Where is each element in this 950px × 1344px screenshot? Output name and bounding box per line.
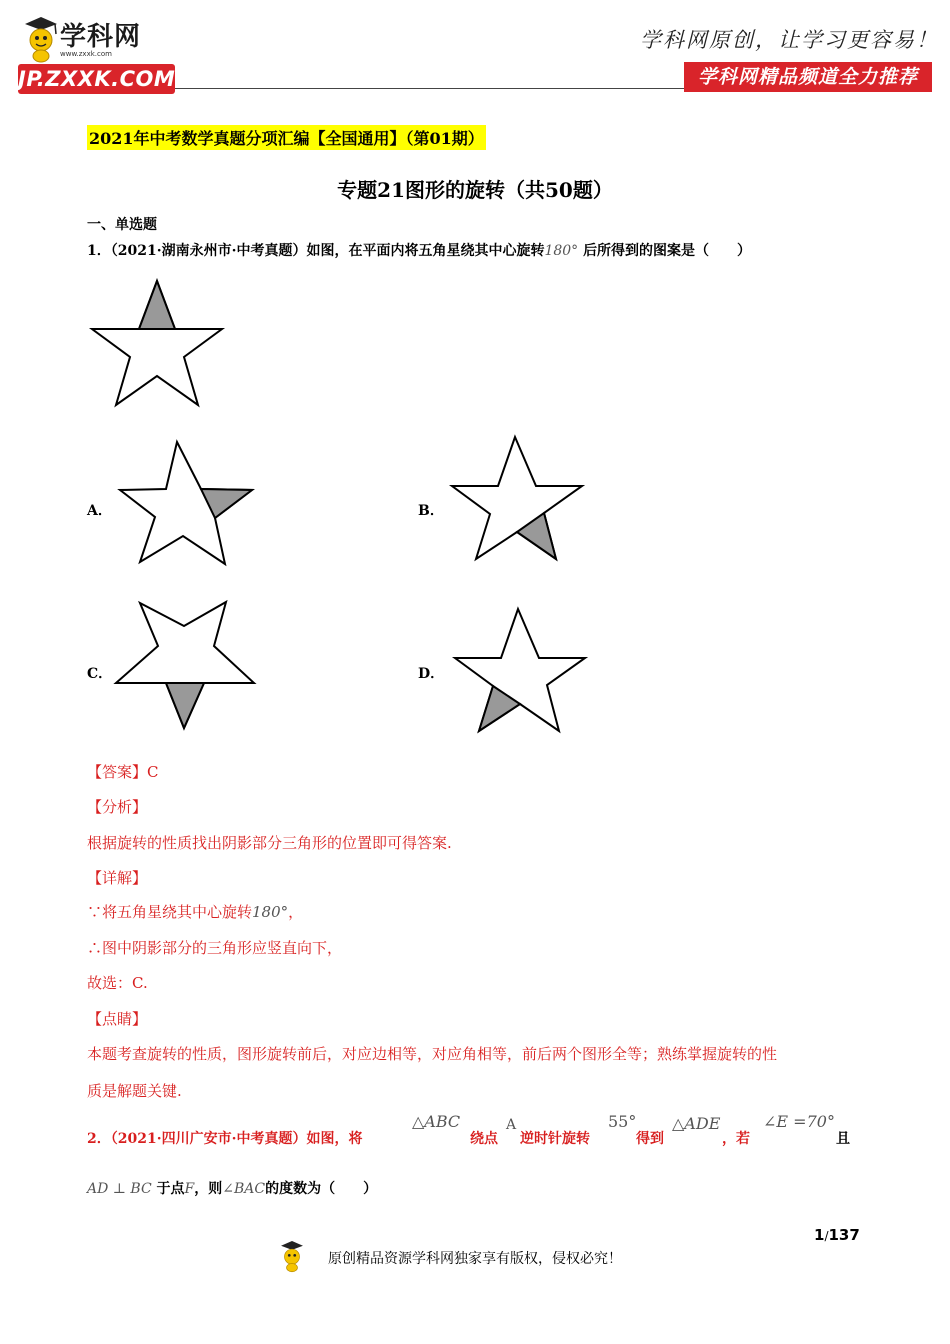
option-b-figure[interactable] bbox=[445, 432, 590, 567]
detail-label: 【详解】 bbox=[87, 869, 148, 887]
logo-domain-badge bbox=[18, 64, 175, 94]
section-heading: 一、单选题 bbox=[87, 217, 157, 233]
question-2-angle-bac: ∠BAC bbox=[222, 1181, 266, 1197]
logo-url: www.zxxk.com bbox=[60, 50, 112, 58]
option-a-figure[interactable] bbox=[115, 438, 260, 573]
question-2-comma: ，若 bbox=[722, 1131, 750, 1147]
question-2-if bbox=[722, 1128, 750, 1148]
topic-title: 专题21图形的旋转（共50题） bbox=[337, 178, 613, 202]
page-total: 137 bbox=[828, 1226, 860, 1244]
question-2-prefix: 2．（2021·四川广安市·中考真题）如图，将 bbox=[87, 1131, 363, 1147]
question-2-then: ，则 bbox=[194, 1181, 223, 1197]
detail-line-1-angle: 180° bbox=[252, 903, 289, 921]
comment-label: 【点睛】 bbox=[87, 1010, 148, 1028]
question-2-ask: 的度数为（ ） bbox=[265, 1181, 378, 1197]
detail-line-1-a: ∵将五角星绕其中心旋转 bbox=[87, 903, 253, 921]
question-2-triangle-abc: △ABC bbox=[412, 1112, 461, 1131]
question-2-around: 绕点 bbox=[470, 1131, 498, 1147]
detail-line-3: 故选：C. bbox=[87, 974, 148, 992]
question-1-angle: 180° bbox=[544, 243, 579, 259]
detail-line-1-b: ， bbox=[288, 903, 304, 921]
option-c-label[interactable]: C． bbox=[87, 666, 113, 682]
question-2-angle: 55° bbox=[608, 1112, 637, 1131]
recommend-badge bbox=[684, 62, 932, 92]
option-c-figure[interactable] bbox=[112, 598, 260, 733]
analysis-label: 【分析】 bbox=[87, 798, 148, 816]
detail-line-2: ∴图中阴影部分的三角形应竖直向下， bbox=[87, 939, 343, 957]
question-2-point-f: F bbox=[184, 1181, 195, 1197]
series-title: 2021年中考数学真题分项汇编【全国通用】（第01期） bbox=[87, 125, 486, 150]
question-2-and: 且 bbox=[836, 1131, 850, 1147]
slogan: 学科网原创，让学习更容易！ bbox=[640, 28, 939, 52]
question-1-suffix: 后所得到的图案是（ ） bbox=[583, 243, 752, 259]
mascot-icon bbox=[22, 14, 60, 64]
question-1-figure bbox=[85, 275, 230, 410]
answer-line bbox=[87, 761, 159, 782]
question-2-point-a: A bbox=[506, 1117, 517, 1133]
option-d-label[interactable]: D． bbox=[418, 666, 445, 682]
logo-domain-text: JP.ZXXK.COM bbox=[18, 67, 176, 91]
option-a-label[interactable]: A． bbox=[87, 503, 112, 519]
page-number bbox=[814, 1226, 860, 1244]
question-2-at-point: 于点 bbox=[156, 1181, 185, 1197]
question-2-perp: AD ⊥ BC bbox=[87, 1181, 152, 1197]
header-divider bbox=[175, 88, 685, 89]
question-1-prefix: 1．（2021·湖南永州市·中考真题）如图，在平面内将五角星绕其中心旋转 bbox=[87, 243, 545, 259]
logo-text: 学科网 bbox=[60, 22, 142, 52]
comment-line-2: 质是解题关键. bbox=[87, 1082, 182, 1100]
page-separator: / bbox=[824, 1229, 829, 1243]
answer-label: 【答案】 bbox=[87, 763, 148, 781]
question-2-get: 得到 bbox=[636, 1131, 664, 1147]
answer-value: C bbox=[147, 763, 159, 781]
recommend-text: 学科网精品频道全力推荐 bbox=[697, 66, 918, 88]
option-d-figure[interactable] bbox=[448, 604, 593, 739]
footer-copyright: 原创精品资源学科网独家享有版权，侵权必究！ bbox=[328, 1251, 622, 1267]
option-b-label[interactable]: B． bbox=[418, 503, 444, 519]
comment-line-1: 本题考查旋转的性质，图形旋转前后，对应边相等，对应角相等，前后两个图形全等；熟练掌握旋转的性 bbox=[87, 1045, 778, 1063]
question-2-condition: ∠E =70° bbox=[763, 1112, 835, 1131]
analysis-text: 根据旋转的性质找出阴影部分三角形的位置即可得答案. bbox=[87, 834, 452, 852]
detail-line-1 bbox=[87, 901, 303, 922]
question-2-line-2 bbox=[87, 1178, 377, 1198]
question-2-ccw: 逆时针旋转 bbox=[520, 1131, 590, 1147]
question-1 bbox=[87, 240, 751, 260]
header bbox=[0, 0, 950, 100]
page-current: 1 bbox=[814, 1226, 825, 1244]
question-2-triangle-ade: △ADE bbox=[672, 1114, 721, 1133]
